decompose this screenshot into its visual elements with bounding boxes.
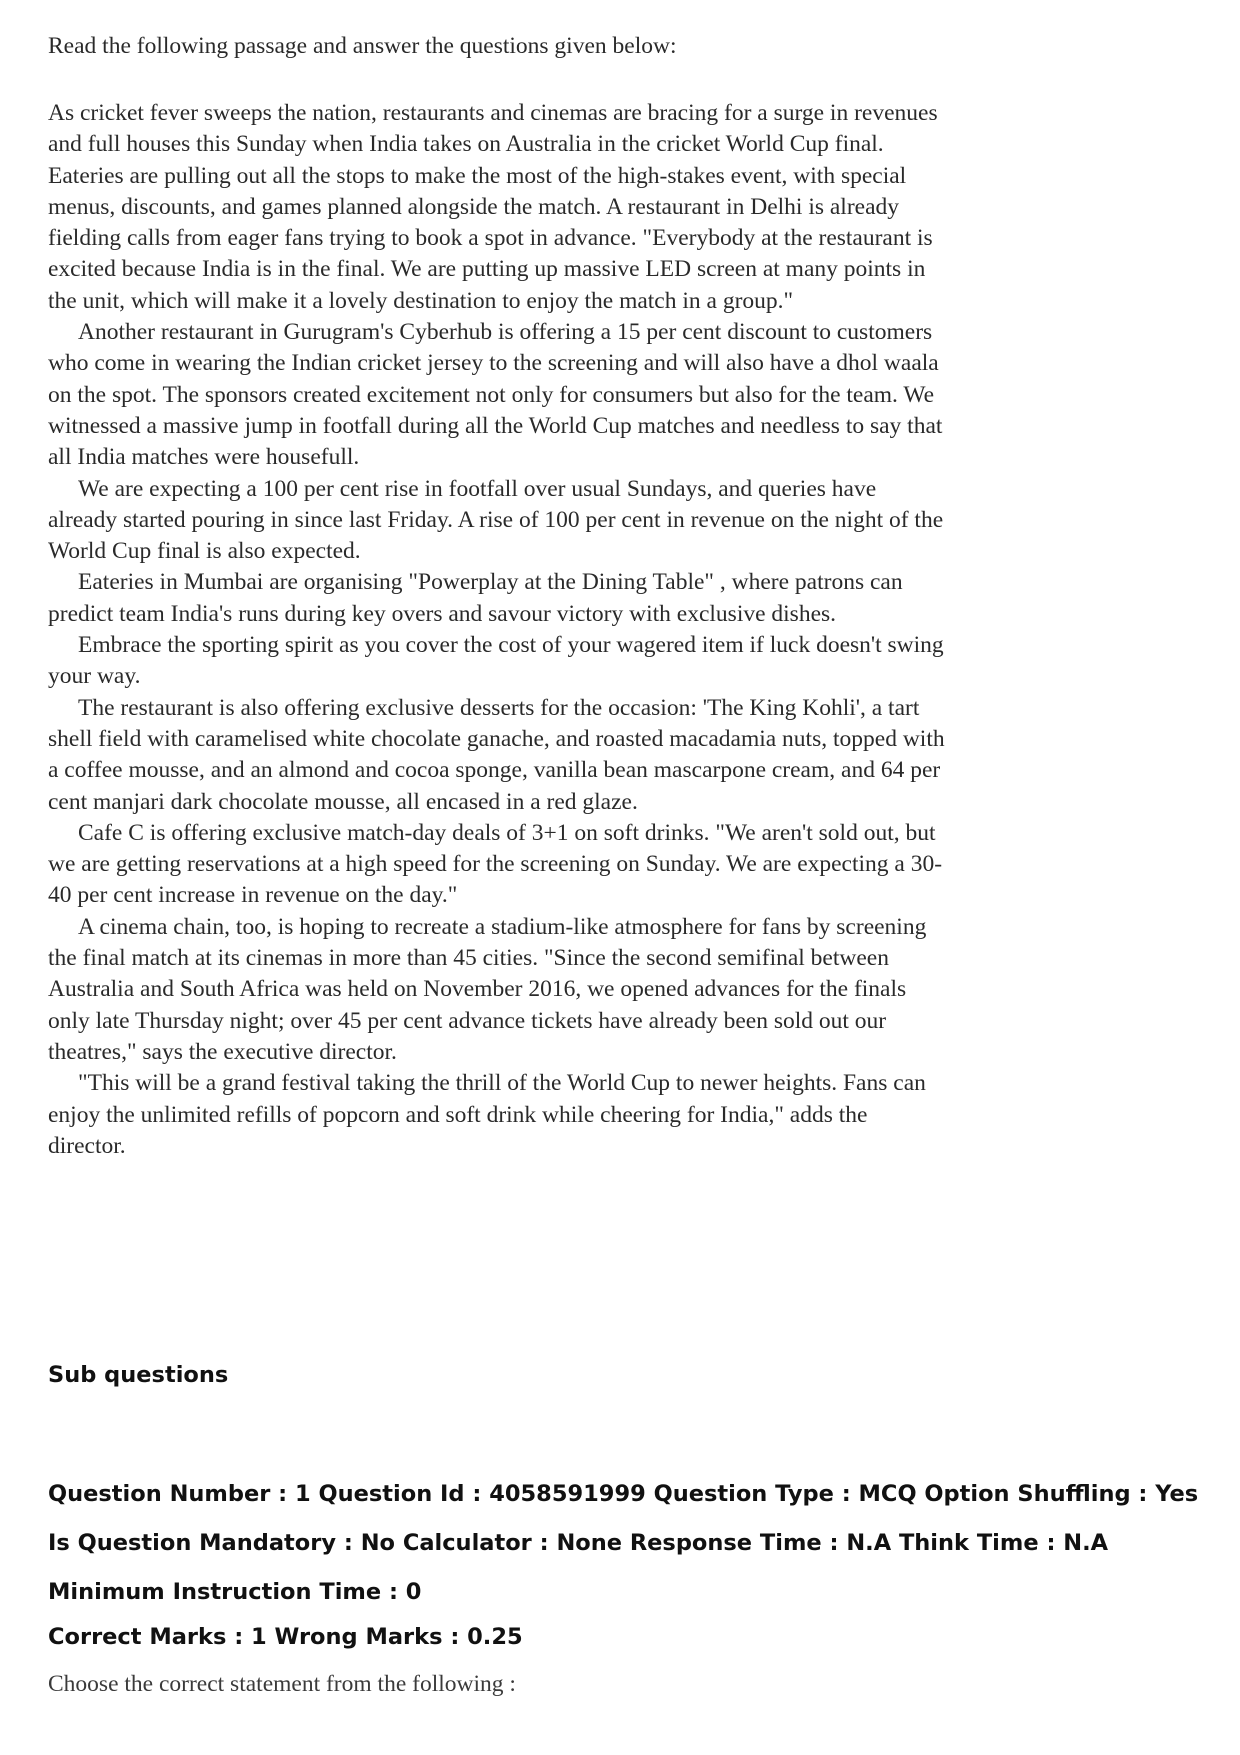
passage-paragraph: Another restaurant in Gurugram's Cyberhub is offering a 15 per cent discount to customers who come in wearing the Indian cricket jersey to the screening and will also have a dhol waala on the spot. The sponsors created excitement not only for consumers but also for the team. We witnessed a massive jump in footfall during all the World Cup matches and needless to say that all India matches were housefull. [48, 319, 943, 471]
passage-paragraph: We are expecting a 100 per cent rise in footfall over usual Sundays, and queries have already started pouring in since last Friday. A rise of 100 per cent in revenue on the night of the World Cup final is also expected. [48, 475, 944, 565]
question-metadata: Question Number : 1 Question Id : 4058591999 Question Type : MCQ Option Shuffling : Yes Is Question Mandatory : No Calculator : None Response Time : N.A Think Time : N.A Minimum Instruction Time : 0 [48, 1481, 1199, 1605]
passage-paragraph: The restaurant is also offering exclusive desserts for the occasion: 'The King Kohli', a tart shell field with caramelised white chocolate ganache, and roasted macadamia nuts, topped with a coffee mousse, and an almond and cocoa sponge, vanilla bean mascarpone cream, and 64 per cent manjari dark chocolate mousse, all encased in a red glaze. [48, 694, 945, 815]
question-prompt: Choose the correct statement from the following : [48, 1671, 516, 1697]
passage-instruction: Read the following passage and answer the questions given below: [48, 33, 677, 59]
passage-paragraph: Cafe C is offering exclusive match-day deals of 3+1 on soft drinks. "We aren't sold out, but we are getting reservations at a high speed for the screening on Sunday. We are expecting a 30-40 per cent increase in revenue on the day." [48, 819, 943, 909]
sub-questions-heading: Sub questions [48, 1362, 229, 1388]
comprehension-passage [48, 98, 948, 1162]
passage-paragraph: Embrace the sporting spirit as you cover the cost of your wagered item if luck doesn't swing your way. [48, 632, 944, 690]
question-marks: Correct Marks : 1 Wrong Marks : 0.25 [48, 1624, 523, 1650]
passage-paragraph: Eateries in Mumbai are organising "Powerplay at the Dining Table" , where patrons can predict team India's runs during key overs and savour victory with exclusive dishes. [48, 569, 903, 627]
passage-paragraph: "This will be a grand festival taking the thrill of the World Cup to newer heights. Fans can enjoy the unlimited refills of popcorn and soft drink while cheering for India," adds the director. [48, 1070, 926, 1159]
passage-paragraph: A cinema chain, too, is hoping to recreate a stadium-like atmosphere for fans by screening the final match at its cinemas in more than 45 cities. "Since the second semifinal between Australia and South Africa was held on November 2016, we opened advances for the finals only late Thursday night; over 45 per cent advance tickets have already been sold out our theatres," says the executive director. [48, 913, 927, 1065]
passage-paragraph: As cricket fever sweeps the nation, restaurants and cinemas are bracing for a surge in revenues and full houses this Sunday when India takes on Australia in the cricket World Cup final. Eateries are pulling out all the stops to make the most of the high-stakes event, with special menus, discounts, and games planned alongside the match. A restaurant in Delhi is already fielding calls from eager fans trying to book a spot in advance. "Everybody at the restaurant is excited because India is in the final. We are putting up massive LED screen at many points in the unit, which will make it a lovely destination to enjoy the match in a group." [48, 100, 938, 314]
